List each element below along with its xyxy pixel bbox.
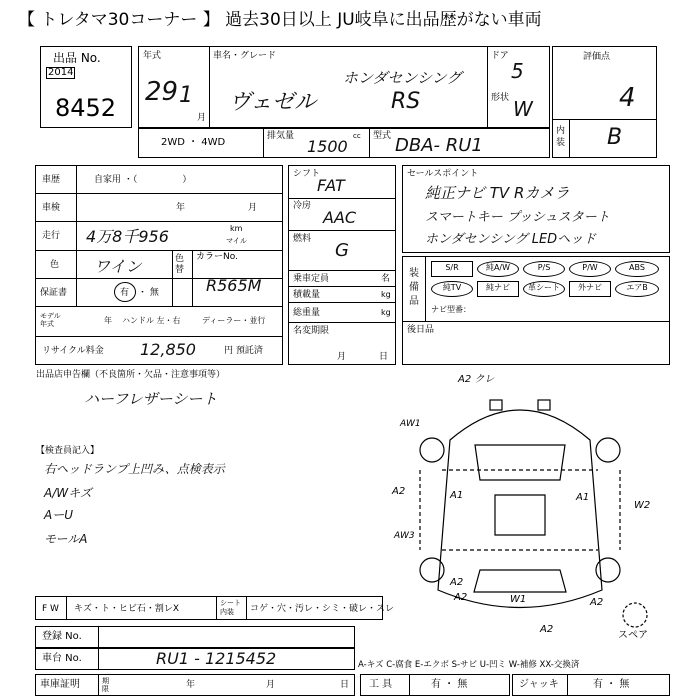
- equip-pw: P/W: [569, 261, 611, 277]
- name-change-day: 日: [379, 352, 389, 362]
- load-unit: kg: [381, 290, 391, 299]
- left-info-box: [35, 165, 283, 365]
- equipment-label: 装備品: [409, 268, 419, 307]
- registration-row: [35, 626, 355, 648]
- dealer-label: ディーラー・並行: [202, 316, 266, 325]
- equip-abs: ABS: [615, 261, 659, 277]
- sales-line-3: ホンダセンシング LEDヘッド: [425, 232, 597, 247]
- lot-year-tag: 2014: [48, 67, 74, 78]
- capacity-label: 乗車定員: [293, 274, 330, 284]
- sales-line-2: スマートキー プッシュスタート: [425, 210, 610, 225]
- fw-label: F W: [42, 604, 59, 614]
- equipment-box: [402, 256, 670, 365]
- recycle-unit: 円 預託済: [224, 346, 263, 356]
- fuel-value: G: [335, 240, 349, 261]
- model-year-nen: 年: [104, 316, 112, 325]
- drive-value: 2WD ・ 4WD: [161, 137, 226, 148]
- navi-model-label: ナビ型番：: [431, 305, 471, 314]
- jack-value: 有 ・ 無: [593, 679, 630, 690]
- history-label: 車歴: [42, 175, 61, 185]
- cert-label: 車庫証明: [40, 679, 80, 690]
- jack-label: ジャッキ: [519, 679, 559, 690]
- month-value: 1: [179, 83, 193, 108]
- cc-unit: cc: [353, 132, 361, 140]
- tools-row: [360, 674, 510, 696]
- inspector-line-1: 右ヘッドランプ上凹み、点検表示: [44, 462, 225, 476]
- fw-row: [35, 596, 395, 620]
- ac-label: 冷房: [293, 201, 312, 211]
- grade-handwritten: ホンダセンシング: [343, 69, 462, 87]
- color-value: ワイン: [94, 257, 142, 276]
- registration-label: 登録 No.: [42, 631, 82, 642]
- middle-info-box: [288, 165, 396, 365]
- diagram-aw3: AW3: [394, 531, 415, 541]
- warranty-yes: 有: [120, 288, 130, 298]
- damage-legend: A-キズ C-腐食 E-エクボ S-サビ U-凹ミ W-補修 XX-交換済: [358, 660, 580, 670]
- chassis-row: [35, 648, 355, 670]
- history-value: 自家用 ・（ ）: [94, 175, 192, 185]
- notes-label: 出品店申告欄（不良箇所・欠品・注意事項等）: [36, 370, 226, 380]
- mile-unit: マイル: [226, 237, 247, 245]
- diagram-w1: W1: [510, 594, 527, 605]
- recycle-label: リサイクル料金: [42, 346, 104, 356]
- fuel-label: 燃料: [293, 234, 312, 244]
- sales-line-1: 純正ナビ TV Rカメラ: [425, 184, 570, 202]
- cert-deadline: 期限: [102, 677, 109, 693]
- name-change-label: 名変期限: [293, 326, 330, 336]
- diagram-a1-left: A1: [450, 490, 464, 501]
- diagram-a2-top: A2 クレ: [458, 374, 495, 385]
- displacement-value: 1500: [307, 137, 348, 156]
- cert-month: 月: [266, 680, 276, 690]
- equip-leather: 革シート: [523, 281, 565, 297]
- equip-ext-navi: 外ナビ: [569, 281, 611, 297]
- header-bar: [0, 0, 700, 34]
- diagram-a2-bottom: A2: [450, 577, 464, 588]
- after-items-label: 後日品: [407, 325, 435, 335]
- model-value: ヴェゼル: [229, 90, 317, 115]
- km-unit: km: [230, 224, 243, 233]
- lot-number: 8452: [55, 94, 117, 122]
- chassis-value: RU1 - 1215452: [156, 649, 277, 668]
- load-label: 積載量: [293, 290, 321, 300]
- jack-row: [512, 674, 670, 696]
- diagram-spare: スペア: [618, 630, 648, 640]
- tools-value: 有 ・ 無: [431, 679, 468, 690]
- notes-value: ハーフレザーシート: [84, 390, 218, 408]
- handle-label: ハンドル 左・右: [122, 316, 181, 325]
- diagram-a2-left: A2: [392, 486, 406, 497]
- diagram-a1-right: A1: [576, 492, 590, 503]
- interior-label: 内装: [556, 126, 566, 148]
- tools-label: 工 具: [369, 679, 393, 690]
- month-unit: 月: [197, 113, 207, 123]
- sales-label: セールスポイント: [407, 169, 479, 179]
- lot-box: [40, 46, 132, 128]
- shift-label: シフト: [293, 169, 321, 179]
- shape-value: W: [513, 97, 533, 121]
- inspector-line-3: AーU: [44, 508, 73, 522]
- equip-sr: S/R: [431, 261, 473, 277]
- displacement-label: 排気量: [267, 131, 295, 141]
- shift-value: FAT: [317, 176, 345, 195]
- grade-value: RS: [391, 89, 421, 114]
- equip-ps: P/S: [523, 261, 565, 277]
- diagram-a2-rear: A2: [590, 597, 604, 608]
- chassis-label: 車台 No.: [42, 653, 82, 664]
- inspection-label: 車検: [42, 203, 61, 213]
- diagram-a2-front: A2: [540, 624, 554, 635]
- top-info-box: [138, 46, 550, 128]
- shape-label: 形状: [491, 93, 510, 103]
- type-label: 型式: [373, 131, 392, 141]
- car-damage-diagram: [380, 370, 700, 640]
- equip-navi: 純ナビ: [477, 281, 519, 297]
- score-label: 評価点: [583, 52, 611, 62]
- year-value: 29: [145, 77, 179, 107]
- recycle-value: 12,850: [140, 340, 196, 359]
- mileage-label: 走行: [42, 231, 61, 241]
- fw-defects: コゲ・穴・汚レ・シミ・破レ・スレ: [250, 604, 395, 614]
- diagram-aw1: AW1: [400, 419, 421, 429]
- doors-label: ドア: [491, 51, 509, 61]
- equip-airbag: エアB: [615, 281, 659, 297]
- color-code-label: カラーNo.: [196, 252, 238, 262]
- color-change-label: 色替: [175, 254, 185, 275]
- warranty-label: 保証書: [40, 288, 68, 298]
- score-value: 4: [619, 83, 636, 113]
- lot-label: 出品 No.: [53, 51, 101, 65]
- ac-value: AAC: [323, 208, 357, 227]
- color-label: 色: [50, 260, 60, 270]
- doors-value: 5: [511, 59, 524, 83]
- gross-unit: kg: [381, 308, 391, 317]
- warranty-no: ・ 無: [138, 288, 159, 298]
- interior-value: B: [607, 125, 623, 150]
- cert-year: 年: [186, 680, 196, 690]
- model-label: 車名・グレード: [213, 51, 277, 61]
- diagram-w2: W2: [634, 500, 651, 511]
- color-code-value: R565M: [206, 276, 262, 295]
- diagram-a2-bottom-2: A2: [454, 592, 468, 603]
- equip-tv: 純TV: [431, 281, 473, 297]
- capacity-unit: 名: [381, 274, 391, 284]
- gross-label: 総重量: [293, 308, 321, 318]
- fw-items: キズ・ト・ヒビ石・割レX: [74, 604, 179, 614]
- inspector-label: 【検査員記入】: [36, 446, 100, 456]
- spec-row: [138, 128, 550, 158]
- name-change-month: 月: [337, 352, 347, 362]
- type-value: DBA- RU1: [395, 135, 483, 156]
- sales-box: [402, 165, 670, 253]
- year-label: 年式: [143, 51, 162, 61]
- inspector-line-4: モールA: [44, 532, 88, 546]
- inspector-line-2: A/Wキズ: [44, 486, 92, 500]
- score-box: [552, 46, 657, 158]
- inspection-year: 年: [176, 203, 186, 213]
- equip-aw: 純A/W: [477, 261, 519, 277]
- cert-day: 日: [340, 680, 350, 690]
- header-title: 【 トレタマ30コーナー 】 過去30日以上 JU岐阜に出品歴がない車両: [18, 10, 542, 30]
- model-year-label: モデル年式: [40, 312, 61, 328]
- garage-cert-row: [35, 674, 355, 696]
- inspection-month: 月: [248, 203, 258, 213]
- mileage-value: 4万8千956: [86, 227, 169, 246]
- fw-sheet: シート内装: [220, 599, 241, 616]
